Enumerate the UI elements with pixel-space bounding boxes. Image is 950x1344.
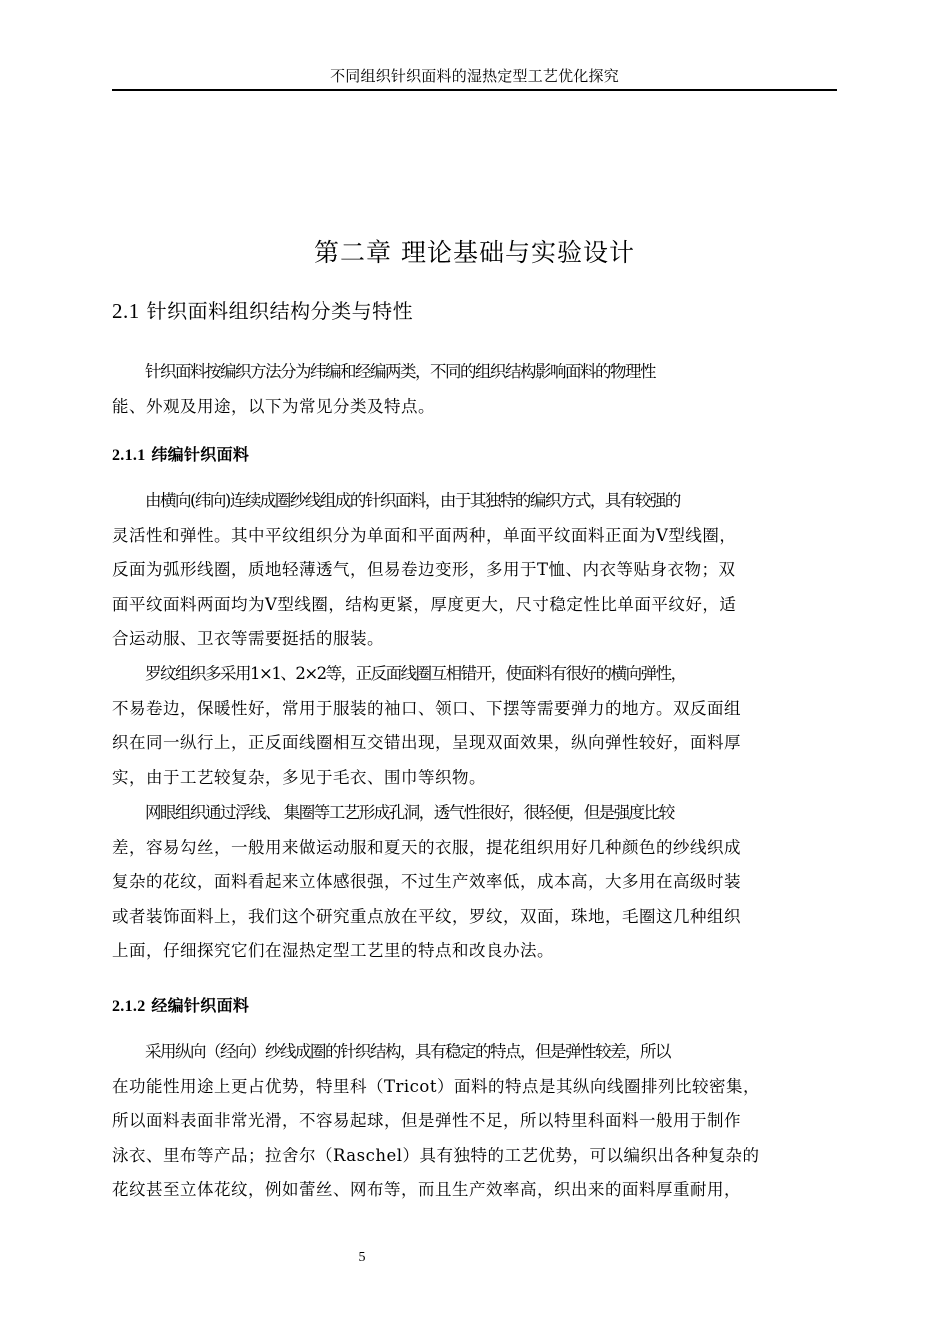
paragraph-line: 不易卷边，保暖性好，常用于服装的袖口、领口、下摆等需要弹力的地方。双反面组 bbox=[112, 698, 741, 718]
paragraph-line: 所以面料表面非常光滑，不容易起球，但是弹性不足，所以特里科面料一般用于制作 bbox=[112, 1111, 741, 1131]
paragraph-line: 采用纵向（经向）纱线成圈的针织结构，具有稳定的特点，但是弹性较差，所以 bbox=[145, 1042, 670, 1061]
paragraph-line: 合运动服、卫衣等需要挺括的服装。 bbox=[112, 629, 384, 649]
section-intro-paragraph bbox=[112, 355, 837, 424]
paragraph-line: 或者装饰面料上，我们这个研究重点放在平纹，罗纹，双面，珠地，毛圈这几种组织 bbox=[112, 906, 741, 926]
paragraph-line: 由横向(纬向)连续成圈纱线组成的针织面料，由于其独特的编织方式，具有较强的 bbox=[145, 491, 680, 510]
paragraph-line: 实，由于工艺较复杂，多见于毛衣、围巾等织物。 bbox=[112, 767, 486, 787]
weft-knit-paragraph-1 bbox=[112, 484, 837, 657]
header-rule bbox=[112, 89, 837, 91]
section-number: 2.1 bbox=[112, 299, 140, 323]
section-title-text: 针织面料组织结构分类与特性 bbox=[146, 299, 414, 323]
paragraph-line: 灵活性和弹性。其中平纹组织分为单面和平面两种，单面平纹面料正面为V型线圈， bbox=[112, 525, 737, 545]
paragraph-line: 在功能性用途上更占优势，特里科（Tricot）面料的特点是其纵向线圈排列比较密集， bbox=[112, 1076, 760, 1096]
subsection-heading-2-1-2 bbox=[112, 994, 837, 1019]
paragraph-line: 罗纹组织多采用1×1、2×2等，正反面线圈互相错开，使面料有很好的横向弹性， bbox=[145, 664, 686, 683]
subsection-title-text: 纬编针织面料 bbox=[151, 445, 250, 464]
paragraph-line: 泳衣、里布等产品；拉舍尔（Raschel）具有独特的工艺优势，可以编织出各种复杂的 bbox=[112, 1145, 760, 1165]
paragraph-line: 网眼组织通过浮线、 集圈等工艺形成孔洞，透气性很好，很轻便，但是强度比较 bbox=[145, 803, 674, 822]
running-header: 不同组织针织面料的湿热定型工艺优化探究 bbox=[330, 67, 619, 85]
paragraph-line: 上面，仔细探究它们在湿热定型工艺里的特点和改良办法。 bbox=[112, 941, 554, 961]
paragraph-line: 反面为弧形线圈，质地轻薄透气，但易卷边变形，多用于T恤、内衣等贴身衣物；双 bbox=[112, 560, 736, 580]
paragraph-line: 能、外观及用途，以下为常见分类及特点。 bbox=[112, 396, 435, 416]
subsection-heading-2-1-1 bbox=[112, 443, 837, 468]
paragraph-line: 针织面料按编织方法分为纬编和经编两类，不同的组织结构影响面料的物理性 bbox=[145, 362, 655, 381]
warp-knit-paragraph-1 bbox=[112, 1035, 837, 1208]
paragraph-line: 花纹甚至立体花纹，例如蕾丝、网布等，而且生产效率高，织出来的面料厚重耐用， bbox=[112, 1180, 741, 1200]
page-number: 5 bbox=[358, 1250, 366, 1265]
subsection-title-text: 经编针织面料 bbox=[151, 996, 250, 1015]
weft-knit-paragraph-2 bbox=[112, 657, 837, 795]
subsection-number: 2.1.2 bbox=[112, 998, 146, 1015]
subsection-number: 2.1.1 bbox=[112, 447, 146, 464]
paragraph-line: 复杂的花纹，面料看起来立体感很强，不过生产效率低，成本高，大多用在高级时装 bbox=[112, 872, 741, 892]
weft-knit-paragraph-3 bbox=[112, 796, 837, 969]
paragraph-line: 织在同一纵行上，正反面线圈相互交错出现，呈现双面效果，纵向弹性较好，面料厚 bbox=[112, 733, 741, 753]
section-heading-2-1 bbox=[112, 296, 837, 326]
paragraph-line: 面平纹面料两面均为V型线圈，结构更紧，厚度更大，尺寸稳定性比单面平纹好，适 bbox=[112, 594, 737, 614]
chapter-title: 第二章 理论基础与实验设计 bbox=[314, 238, 635, 267]
paragraph-line: 差，容易勾丝，一般用来做运动服和夏天的衣服，提花组织用好几种颜色的纱线织成 bbox=[112, 837, 741, 857]
